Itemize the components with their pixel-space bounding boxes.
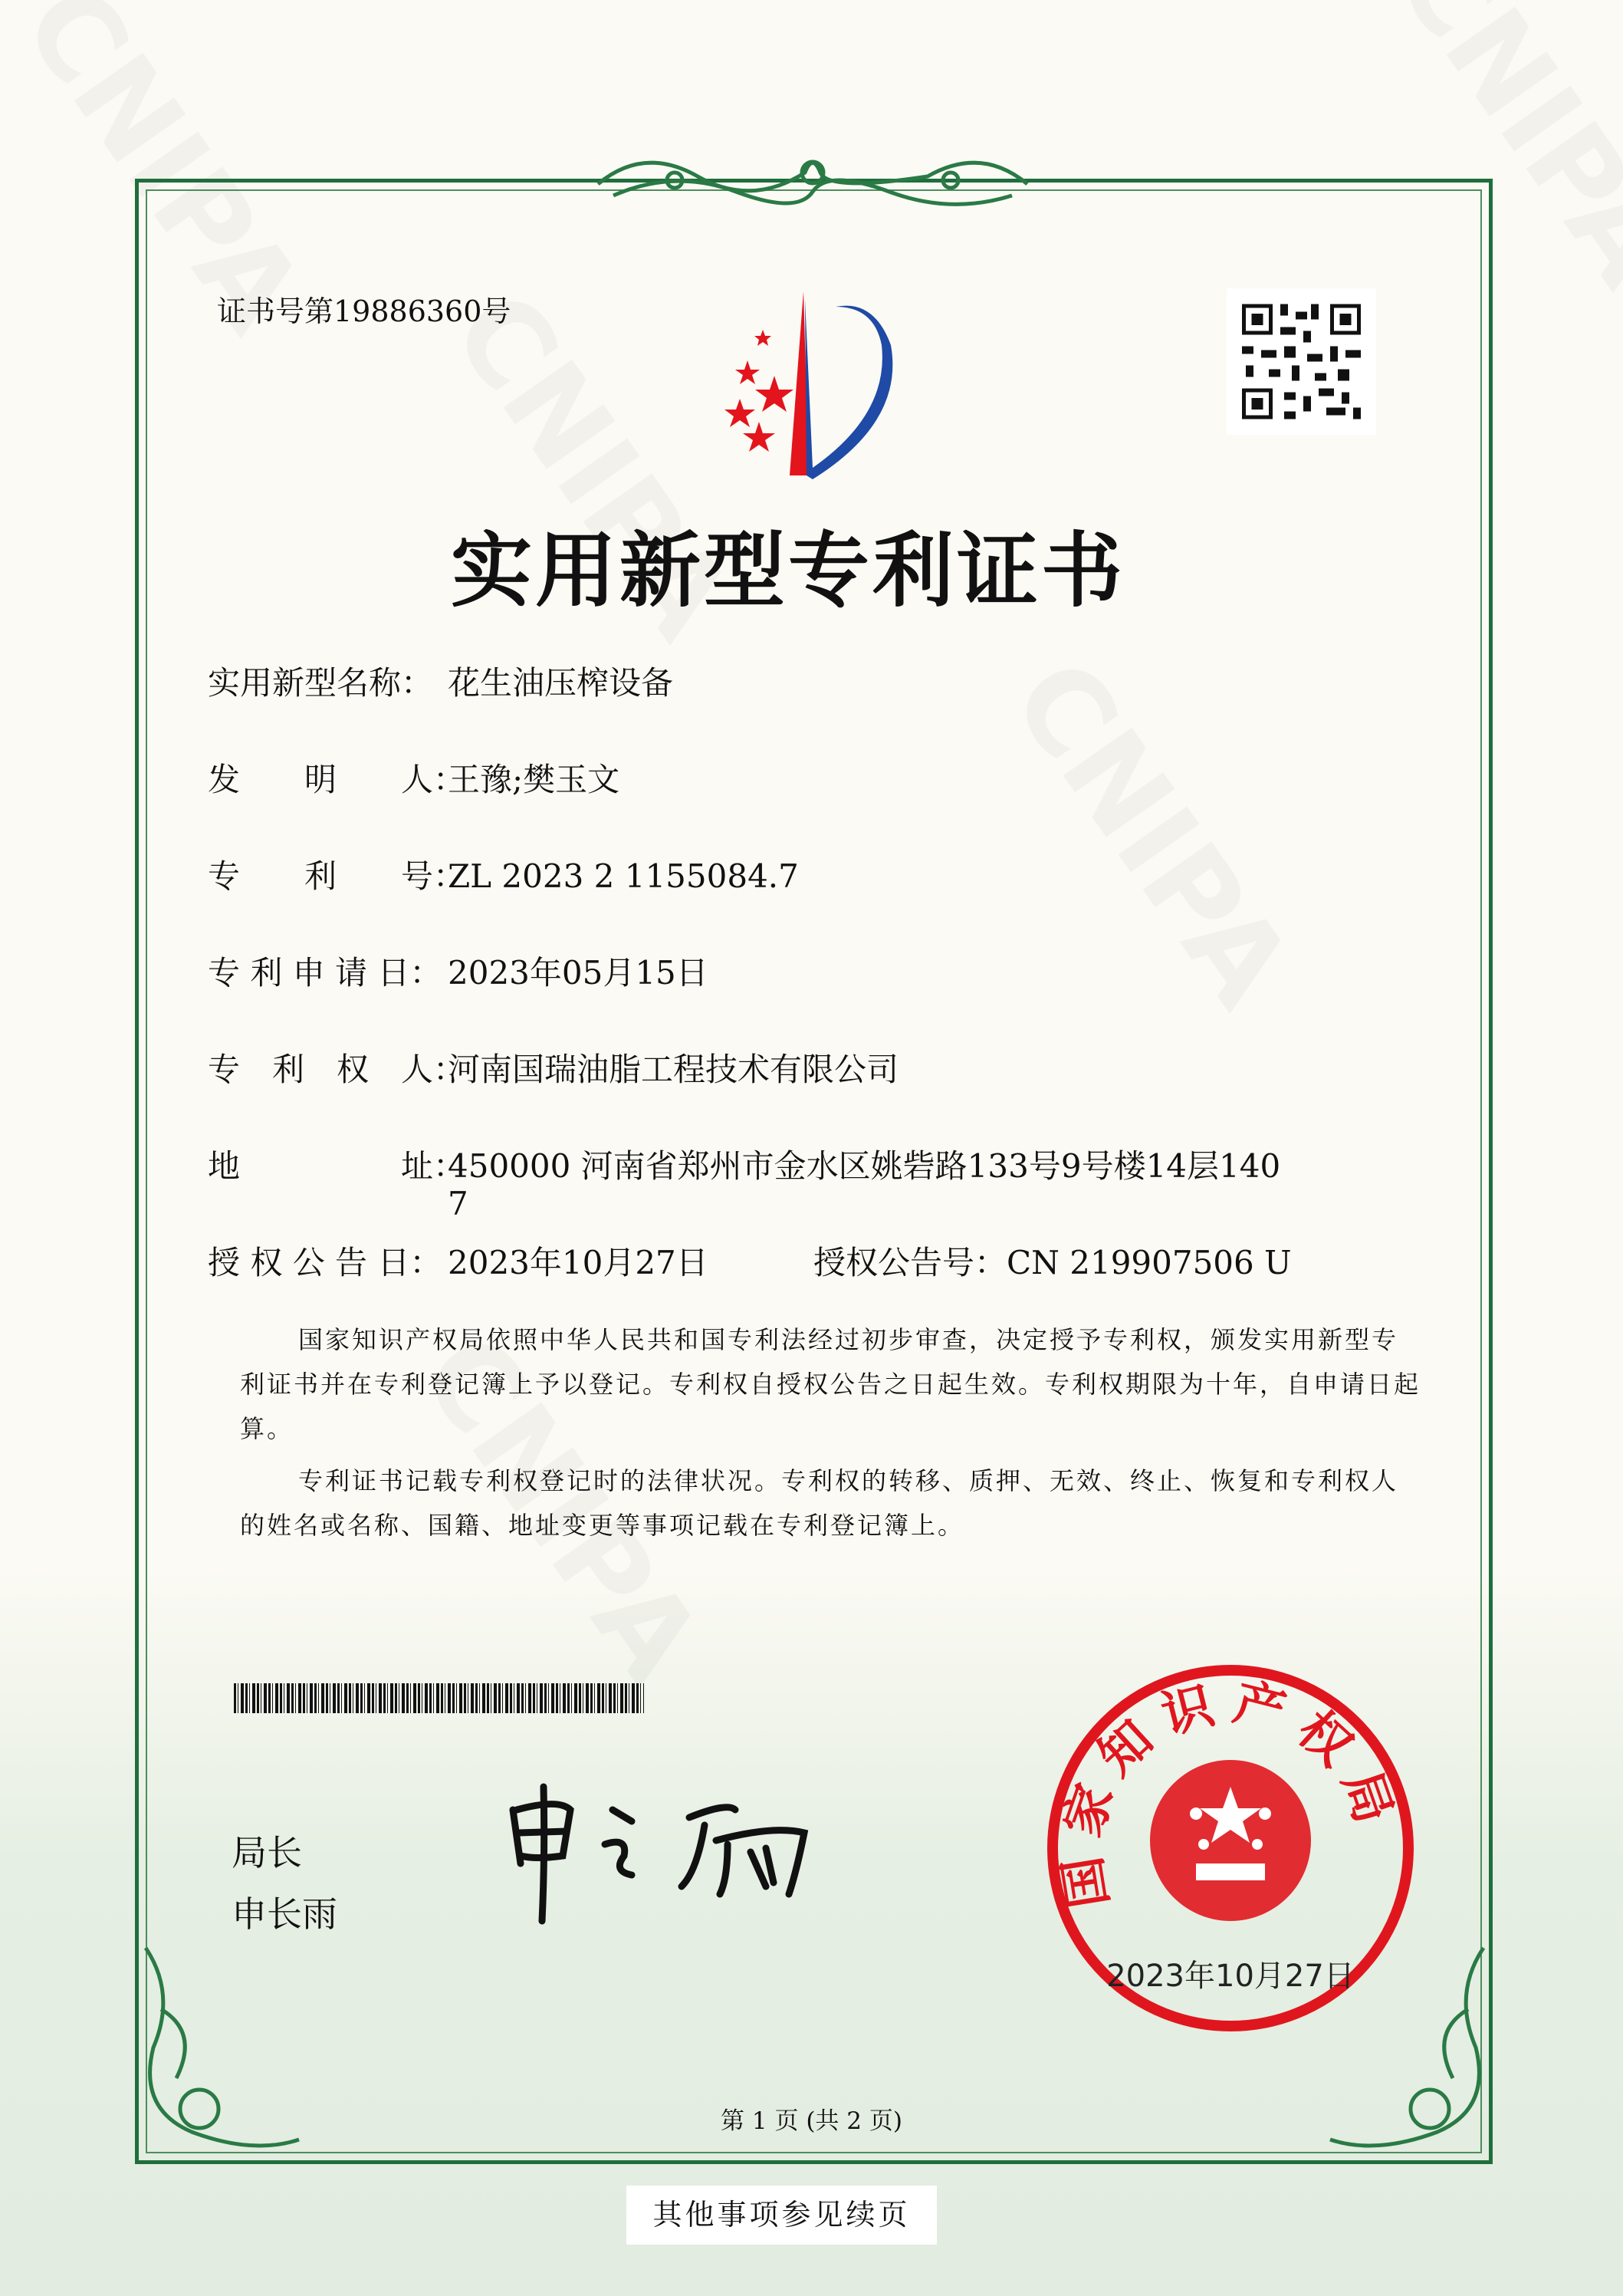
field-address-continued: 7 [448, 1185, 468, 1222]
field-value: 河南国瑞油脂工程技术有限公司 [448, 1051, 899, 1088]
paragraph: 国家知识产权局依照中华人民共和国专利法经过初步审查，决定授予专利权，颁发实用新型专利证书并在专利登记簿上予以登记。专利权自授权公告之日起生效。专利权期限为十年，自申请日起算。 [240, 1325, 1421, 1443]
field-label: 发 明 人： [208, 761, 466, 798]
seal-text: 国家知识产权局 [1050, 1672, 1408, 1913]
field-label: 授 权 公 告 日： [208, 1244, 442, 1281]
field-announcement-number [813, 1238, 1292, 1284]
signature [498, 1779, 835, 1933]
seal-date: 2023年10月27日 [1106, 1959, 1355, 1994]
page-number: 第 1 页 (共 2 页) [721, 2107, 902, 2135]
barcode [234, 1683, 644, 1713]
field-value: CN 219907506 U [1007, 1244, 1292, 1281]
field-patent-number [208, 851, 799, 897]
certificate-statement [240, 1317, 1421, 1555]
top-ornament [583, 138, 1043, 222]
cnipa-logo [690, 284, 951, 483]
field-utility-model-name [208, 658, 673, 704]
footer-note: 其他事项参见续页 [626, 2186, 937, 2245]
qr-code[interactable] [1227, 288, 1376, 435]
field-label: 专 利 号： [208, 857, 466, 895]
field-label: 实用新型名称： [208, 664, 434, 702]
field-value: ZL 2023 2 1155084.7 [448, 857, 799, 895]
field-value: 王豫;樊玉文 [448, 761, 620, 798]
field-inventor [208, 755, 619, 801]
official-name: 申长雨 [232, 1893, 337, 1935]
field-patentee [208, 1044, 899, 1090]
field-value: 花生油压榨设备 [448, 664, 674, 702]
field-label: 授权公告号： [813, 1244, 1007, 1281]
field-value: 2023年10月27日 [448, 1244, 708, 1281]
field-filing-date [208, 948, 708, 994]
field-label: 专 利 申 请 日： [208, 954, 442, 992]
page-title: 实用新型专利证书 [451, 524, 1125, 618]
paragraph: 专利证书记载专利权登记时的法律状况。专利权的转移、质押、无效、终止、恢复和专利权人的姓名或名称、国籍、地址变更等事项记载在专利登记簿上。 [240, 1466, 1399, 1540]
field-value: 2023年05月15日 [448, 954, 708, 992]
official-title: 局长 [232, 1832, 302, 1873]
field-announcement-date [208, 1238, 708, 1284]
official-seal [1043, 1660, 1418, 2036]
field-label: 专 利 权 人： [208, 1051, 466, 1088]
field-label: 地 址： [208, 1147, 466, 1185]
field-value: 450000 河南省郑州市金水区姚砦路133号9号楼14层140 [448, 1147, 1281, 1185]
certificate-number: 证书号第19886360号 [217, 294, 511, 328]
field-address [208, 1141, 1280, 1187]
